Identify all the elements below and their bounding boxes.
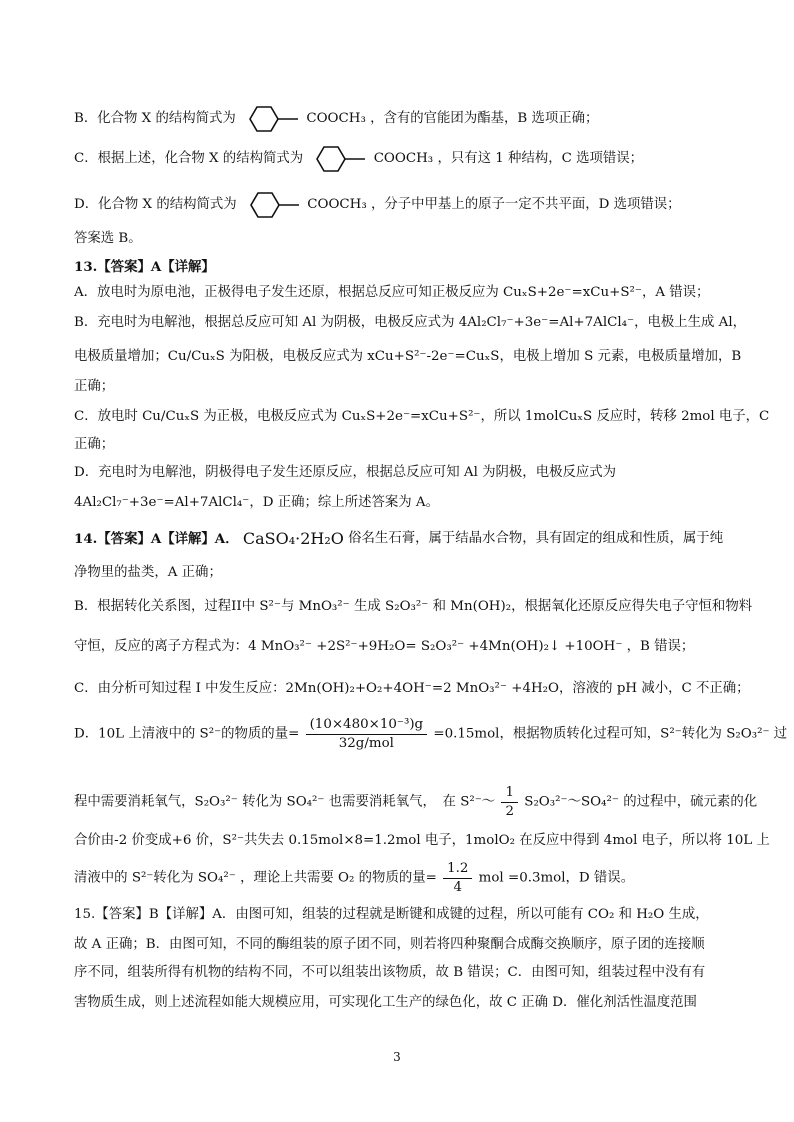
option-d-line — [74, 190, 724, 220]
benzene-ring-icon — [309, 144, 367, 174]
q14-c: C．由分析可知过程 I 中发生反应：2Mn(OH)₂+O₂+4OH⁻=2 MnO₃²⁻ +4H₂O，溶液的 pH 减小，C 不正确； — [74, 681, 750, 696]
q15-c: 序不同，组装所得有机物的结构不同，不可以组装出该物质，故 B 错误；C．由图可知，组装过程中没有有 — [74, 965, 706, 980]
q13-b2: 电极质量增加；Cu/CuₓS 为阳极，电极反应式为 xCu+S²⁻-2e⁻=CuₓS，电极上增加 S 元素，电极质量增加，B — [74, 349, 742, 364]
text: B．化合物 X 的结构简式为 — [74, 111, 236, 126]
q14-a2: 净物里的盐类，A 正确； — [74, 565, 222, 580]
q14-b1: B．根据转化关系图，过程II中 S²⁻与 MnO₃²⁻ 生成 S₂O₃²⁻ 和 Mn(OH)₂，根据氧化还原反应得失电子守恒和物料 — [74, 599, 753, 614]
text: D．化合物 X 的结构简式为 — [74, 197, 237, 212]
q14-d3: 合价由-2 价变成+6 价，S²⁻共失去 0.15mol×8=1.2mol 电子，1molO₂ 在反应中得到 4mol 电子，所以将 10L 上 — [74, 833, 770, 848]
fraction — [306, 716, 428, 753]
fraction-denominator: 32g/mol — [338, 736, 394, 751]
option-c-line — [74, 144, 724, 174]
q14-d1 — [74, 716, 788, 753]
q14-b2: 守恒，反应的离子方程式为：4 MnO₃²⁻ +2S²⁻+9H₂O= S₂O₃²⁻ +4Mn(OH)₂↓ +10OH⁻ ，B 错误； — [74, 639, 695, 654]
option-b-line — [74, 104, 724, 134]
text: C．根据上述，化合物 X 的结构简式为 — [74, 151, 304, 166]
text: 程中需要消耗氧气，S₂O₃²⁻ 转化为 SO₄²⁻ 也需要消耗氧气， 在 S²⁻～ — [74, 794, 496, 810]
text: =0.15mol，根据物质转化过程可知，S²⁻转化为 S₂O₃²⁻ 过 — [433, 726, 788, 742]
fraction — [443, 860, 472, 897]
answer-12: 答案选 B。 — [74, 231, 142, 246]
fraction-denominator: 2 — [505, 804, 514, 819]
q13-d1: D．充电时为电解池，阴极得电子发生还原反应，根据总反应可知 Al 为阴极，电极反应式为 — [74, 465, 617, 480]
fraction-numerator: 1.2 — [443, 860, 472, 879]
q13-c1: C．放电时 Cu/CuₓS 为正极，电极反应式为 CuₓS+2e⁻=xCu+S²⁻，所以 1molCuₓS 反应时，转移 2mol 电子，C — [74, 409, 770, 424]
gypsum-formula: CaSO₄·2H₂O — [242, 529, 344, 548]
q13-b3: 正确； — [74, 379, 115, 394]
text: D．10L 上清液中的 S²⁻的物质的量= — [74, 726, 300, 742]
q13-b1: B．充电时为电解池，根据总反应可知 Al 为阴极，电极反应式为 4Al₂Cl₇⁻+3e⁻=Al+7AlCl₄⁻，电极上生成 Al， — [74, 315, 747, 330]
text: ，分子中甲基上的原子一定不共平面，D 选项错误； — [370, 197, 681, 212]
text: mol =0.3mol，D 错误。 — [478, 870, 635, 886]
text: ，只有这 1 种结构，C 选项错误； — [437, 151, 644, 166]
fraction — [501, 784, 518, 821]
ester-group-text: COOCH₃ — [373, 151, 434, 166]
q14-a — [74, 528, 724, 551]
q14-d2 — [74, 784, 758, 821]
q15-d: 害物质生成，则上述流程如能大规模应用，可实现化工生产的绿色化，故 C 正确 D．催化剂活性温度范围 — [74, 995, 697, 1010]
q13-d2: 4Al₂Cl₇⁻+3e⁻=Al+7AlCl₄⁻，D 正确；综上所述答案为 A。 — [74, 495, 439, 510]
benzene-ring-icon — [243, 190, 301, 220]
benzene-ring-icon — [242, 104, 300, 134]
q15-b: 故 A 正确；B．由图可知，不同的酶组装的原子团不同，则若将四种聚酮合成酶交换顺序，原子团的连接顺 — [74, 937, 705, 952]
q13-heading: 13.【答案】A【详解】 — [74, 259, 215, 275]
text: S₂O₃²⁻～SO₄²⁻ 的过程中，硫元素的化 — [524, 794, 758, 810]
text: 清液中的 S²⁻转化为 SO₄²⁻ ，理论上共需要 O₂ 的物质的量= — [74, 870, 437, 886]
q13-c2: 正确； — [74, 437, 115, 452]
q13-a: A．放电时为原电池，正极得电子发生还原，根据总反应可知正极反应为 CuₓS+2e⁻=xCu+S²⁻，A 错误； — [74, 285, 710, 300]
ester-group-text: COOCH₃ — [306, 111, 366, 126]
fraction-denominator: 4 — [453, 880, 463, 895]
text: 俗名生石膏，属于结晶水合物，具有固定的组成和性质，属于纯 — [348, 531, 724, 546]
ester-group-text: COOCH₃ — [307, 197, 367, 212]
q14-heading: 14.【答案】A【详解】A． — [74, 531, 239, 547]
page-number: 3 — [393, 1050, 401, 1064]
fraction-numerator: (10×480×10⁻³)g — [306, 716, 428, 735]
text: ，含有的官能团为酯基，B 选项正确； — [370, 111, 599, 126]
q15-a: 15.【答案】B【详解】A．由图可知，组装的过程就是断键和成键的过程，所以可能有 CO₂ 和 H₂O 生成， — [74, 907, 709, 922]
fraction-numerator: 1 — [501, 784, 518, 803]
q14-d4 — [74, 860, 724, 897]
